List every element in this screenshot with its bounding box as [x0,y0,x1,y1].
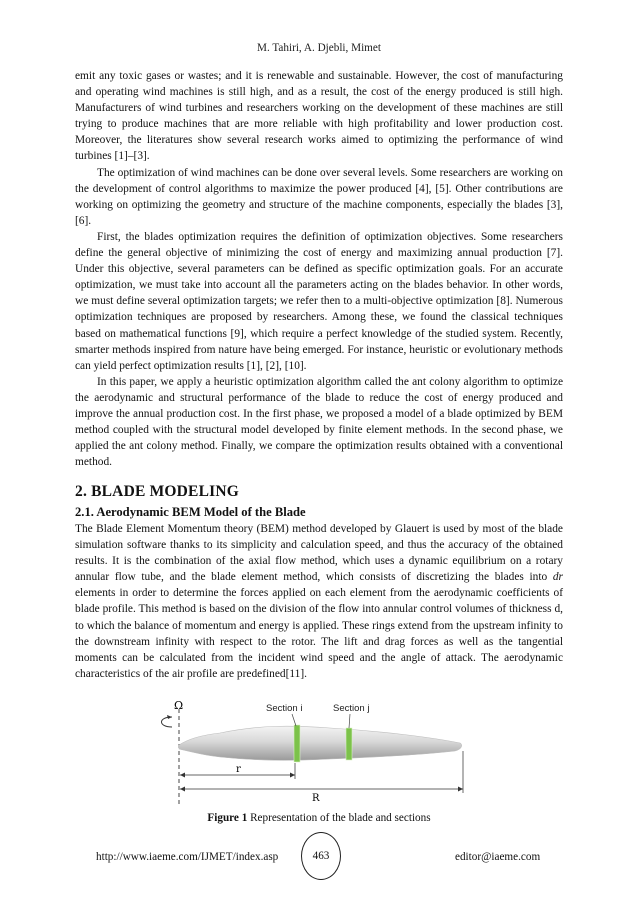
dr-variable: dr [552,571,563,584]
section-j-band [346,728,352,760]
R-label: R [312,793,320,804]
paragraph-3: First, the blades optimization requires the definition of optimization objectives. Some researchers define the general objective of minimizing the cost of energy and maximizing annual production [7]. Under this objective, several parameters can be defined as specific optimization goals. For an accurate optimization, we must take into account all the parameters acting on the blades behavior. In other words, we must define several optimization targets; we refer then to a multi-objective optimization [8]. Numerous optimization techniques are proposed by researchers. Among these, we found the classical techniques based on mathematical functions [9], which require a perfect knowledge of the studied system. Recently, smarter methods inspired from nature have being emerged. For instance, heuristic or evolutionary methods can yield perfect optimization results [1], [2], [10]. [75,230,563,372]
section-i-band [294,725,300,762]
intro-text [75,68,563,470]
blade-figure [150,695,480,805]
section-j-leader [349,714,350,728]
section-j-label: Section j [333,703,370,714]
section-i-label: Section i [266,703,303,714]
paragraph-1: emit any toxic gases or wastes; and it is renewable and sustainable. However, the cost of manufacturing and operating wind machines is still high, and as a result, the cost of the energy produced is still high. Manufacturers of wind turbines and researchers working on the development of these machines are still trying to produce machines that are more reliable with high profitability and lower production cost. Moreover, the literatures show several research works aimed to optimizing the performance of wind turbines [1]–[3]. [75,70,563,163]
footer-url-link[interactable]: http://www.iaeme.com/IJMET/index.asp [96,851,279,863]
section-i-leader [292,714,296,726]
figure-caption-text: Representation of the blade and sections [247,812,431,824]
bem-text-part1: The Blade Element Momentum theory (BEM) method developed by Glauert is used by most of the blade simulation software thanks to its simplicity and calculation speed, and thus the accuracy of the obtained results. It is the combination of the axial flow method, which uses a dynamic equilibrium on a rotary annular flow tube, and the blade element method, which consists of discretizing the blades into [75,523,563,584]
section-heading: 2. BLADE MODELING [75,483,240,500]
page-number [301,832,341,880]
subsection-heading: 2.1. Aerodynamic BEM Model of the Blade [75,505,306,519]
running-header-authors: M. Tahiri, A. Djebli, Mimet [257,42,381,54]
blade-shape [179,726,462,760]
r-small-label: r [236,764,241,775]
footer-email-link[interactable]: editor@iaeme.com [455,851,541,863]
paragraph-4: In this paper, we apply a heuristic optimization algorithm called the ant colony algorithm to optimize the aerodynamic and structural performance of the blade to reduce the cost of energy produced and improve the annual production cost. In the first phase, we proposed a model of a blade optimized by BEM method coupled with the structural model developed by finite element methods. In the second phase, we applied the ant colony method. Finally, we compare the optimization results obtained with a conventional method. [75,375,563,469]
bem-text-part2: elements in order to determine the forces applied on each element from the aerodynamic coefficients of blade profile. This method is based on the division of the flow into annular control volumes of thickness d, to which the balance of momentum and energy is applied. These rings extend from the upstream infinity to the downstream infinity with respect to the rotor. The lift and drag forces as well as the tangential moments can be calculated from the incident wind speed and the angle of attack. The aerodynamic characteristics of the air profile are predefined[11]. [75,587,563,680]
omega-label: Ω [174,699,184,712]
bem-paragraph [75,521,563,682]
bem-text [75,521,563,682]
paragraph-2: The optimization of wind machines can be done over several levels. Some researchers are working on the development of control algorithms to maximize the power produced [4], [5]. Other contributions are working on optimizing the geometry and structure of the machine components, especially the blades [3], [6]. [75,166,563,227]
figure-caption-label: Figure 1 [207,812,248,824]
page-number-text: 463 [312,850,330,862]
figure-caption [0,812,638,824]
rotation-arrow-icon [162,717,173,727]
